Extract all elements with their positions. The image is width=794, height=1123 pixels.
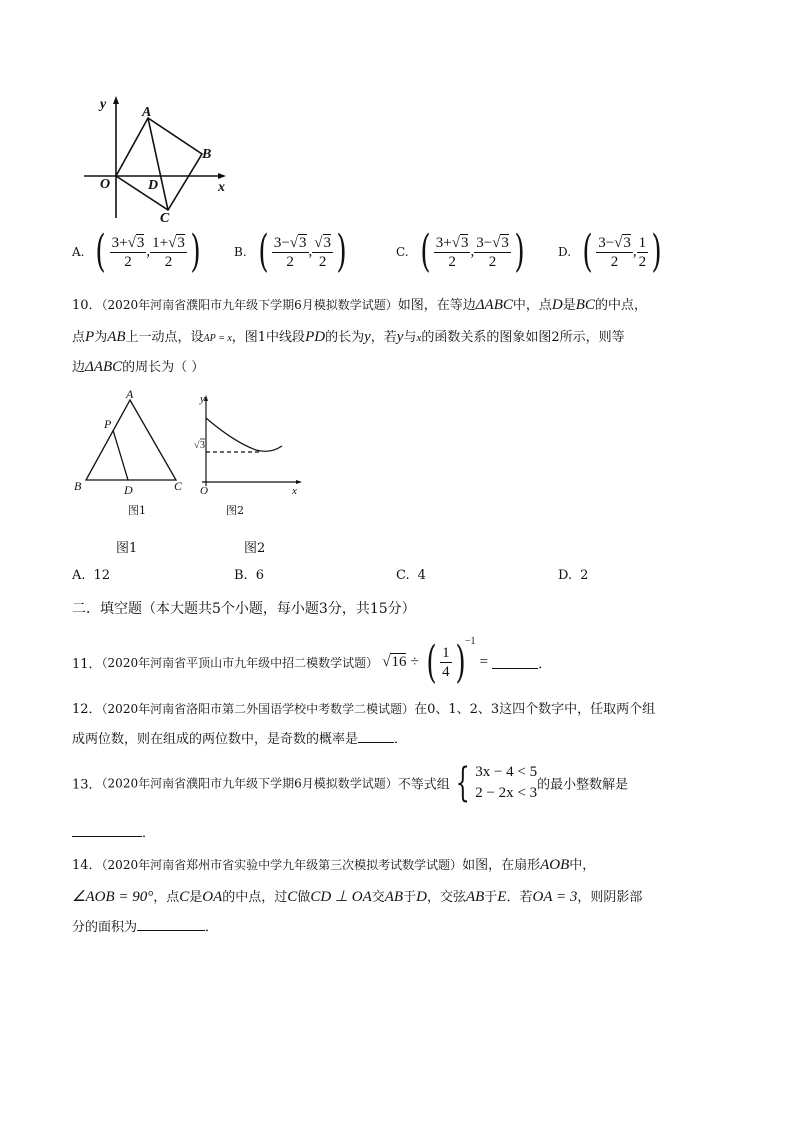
section-2-heading: 二．填空题（本大题共5个小题，每小题3分，共15分） [72, 601, 416, 617]
q12-line-1: 12．（2020年河南省洛阳市第二外国语学校中考数学二模试题）在0、1、2、3这四个数字中，任取两个组 [72, 702, 656, 717]
q10-line-3: 边ΔABC的周长为（ ） [72, 359, 205, 375]
q9-option-b[interactable]: B. ( $\frac{3-√3}{2}$ , $\frac{√3}{2}$ ) [234, 226, 347, 277]
quadrilateral-oabc [116, 118, 202, 210]
q10-figure-2 [192, 390, 304, 518]
q13-answer-blank[interactable] [72, 824, 142, 837]
triangle-abc [86, 400, 176, 480]
label-x: x [218, 180, 225, 195]
svg-text:y: y [200, 393, 205, 405]
q10-option-d[interactable]: D. 2 [558, 568, 589, 583]
q13-line-2: ． [72, 822, 155, 841]
segment-ad [148, 118, 168, 210]
q14-line-1: 14．（2020年河南省郑州市省实验中学九年级第三次模拟考试数学试题）如图，在扇形AOB中， [72, 857, 596, 873]
svg-text:图1: 图1 [128, 504, 146, 517]
svg-text:图2: 图2 [226, 504, 244, 517]
label-o: O [100, 177, 111, 192]
q14-line-2: ∠AOB = 90°，点C是OA的中点，过C做CD ⊥ OA交AB于D，交弦AB于E．若OA = 3，则阴影部 [72, 889, 643, 905]
q11: 11．（2020年河南省平顶山市九年级中招二模数学试题） √16 ÷ ( $\frac{1}{4}$ )$^{-1}$ = ． [72, 636, 552, 688]
svg-text:P: P [104, 417, 112, 431]
q11-answer-blank[interactable] [492, 656, 538, 669]
q9-option-d[interactable]: D. ( $\frac{3-√3}{2}$ , $\frac{1}{2}$ ) [558, 226, 662, 277]
q10-line-2: 点P为AB上一动点，设AP = x，图1中线段PD的长为y，若y与x的函数关系的图象如图2所示，则等 [72, 329, 625, 345]
label-c: C [160, 211, 170, 224]
function-curve [206, 418, 282, 451]
svg-text:D: D [124, 483, 133, 497]
q12-line-2: 成两位数，则在组成的两位数中，是奇数的概率是 ． [72, 732, 408, 747]
segment-pd [113, 430, 128, 480]
q9-option-c[interactable]: C. ( $\frac{3+√3}{2}$ , $\frac{3-√3}{2}$ ) [396, 226, 525, 277]
label-b: B [202, 147, 212, 162]
q10-caption-2: 图2 [244, 541, 266, 556]
svg-text:x: x [292, 485, 297, 497]
q10-caption-1: 图1 [116, 541, 138, 556]
q10-option-a[interactable]: A. 12 [72, 568, 111, 583]
q14-answer-blank[interactable] [137, 918, 205, 931]
q14-line-3: 分的面积为 ． [72, 920, 219, 935]
svg-text:√: √ [194, 440, 200, 451]
q10-line-1: 10．（2020年河南省濮阳市九年级下学期6月模拟数学试题）如图，在等边ΔABC中，点D是BC的中点， [72, 297, 647, 313]
svg-text:A: A [126, 387, 134, 401]
q10-option-b[interactable]: B. 6 [234, 568, 264, 583]
label-a: A [142, 105, 152, 120]
svg-text:C: C [174, 479, 183, 493]
svg-text:3: 3 [200, 440, 205, 451]
q9-figure [80, 92, 240, 224]
q9-options [72, 226, 762, 277]
svg-text:O: O [200, 485, 208, 497]
svg-text:B: B [74, 479, 82, 493]
q10-option-c[interactable]: C. 4 [396, 568, 426, 583]
q12-answer-blank[interactable] [358, 730, 394, 743]
q9-option-a[interactable]: A. ( $\frac{3+√3}{2}$ , $\frac{1+√3}{2}$ ) [72, 226, 201, 277]
label-y: y [100, 97, 107, 112]
label-d: D [148, 178, 159, 193]
q10-figure-1 [70, 386, 190, 518]
q13-line-1: 13．（2020年河南省濮阳市九年级下学期6月模拟数学试题）不等式组 { 3x − 4 < 5 2 − 2x < 3 的最小整数解是 [72, 760, 629, 806]
